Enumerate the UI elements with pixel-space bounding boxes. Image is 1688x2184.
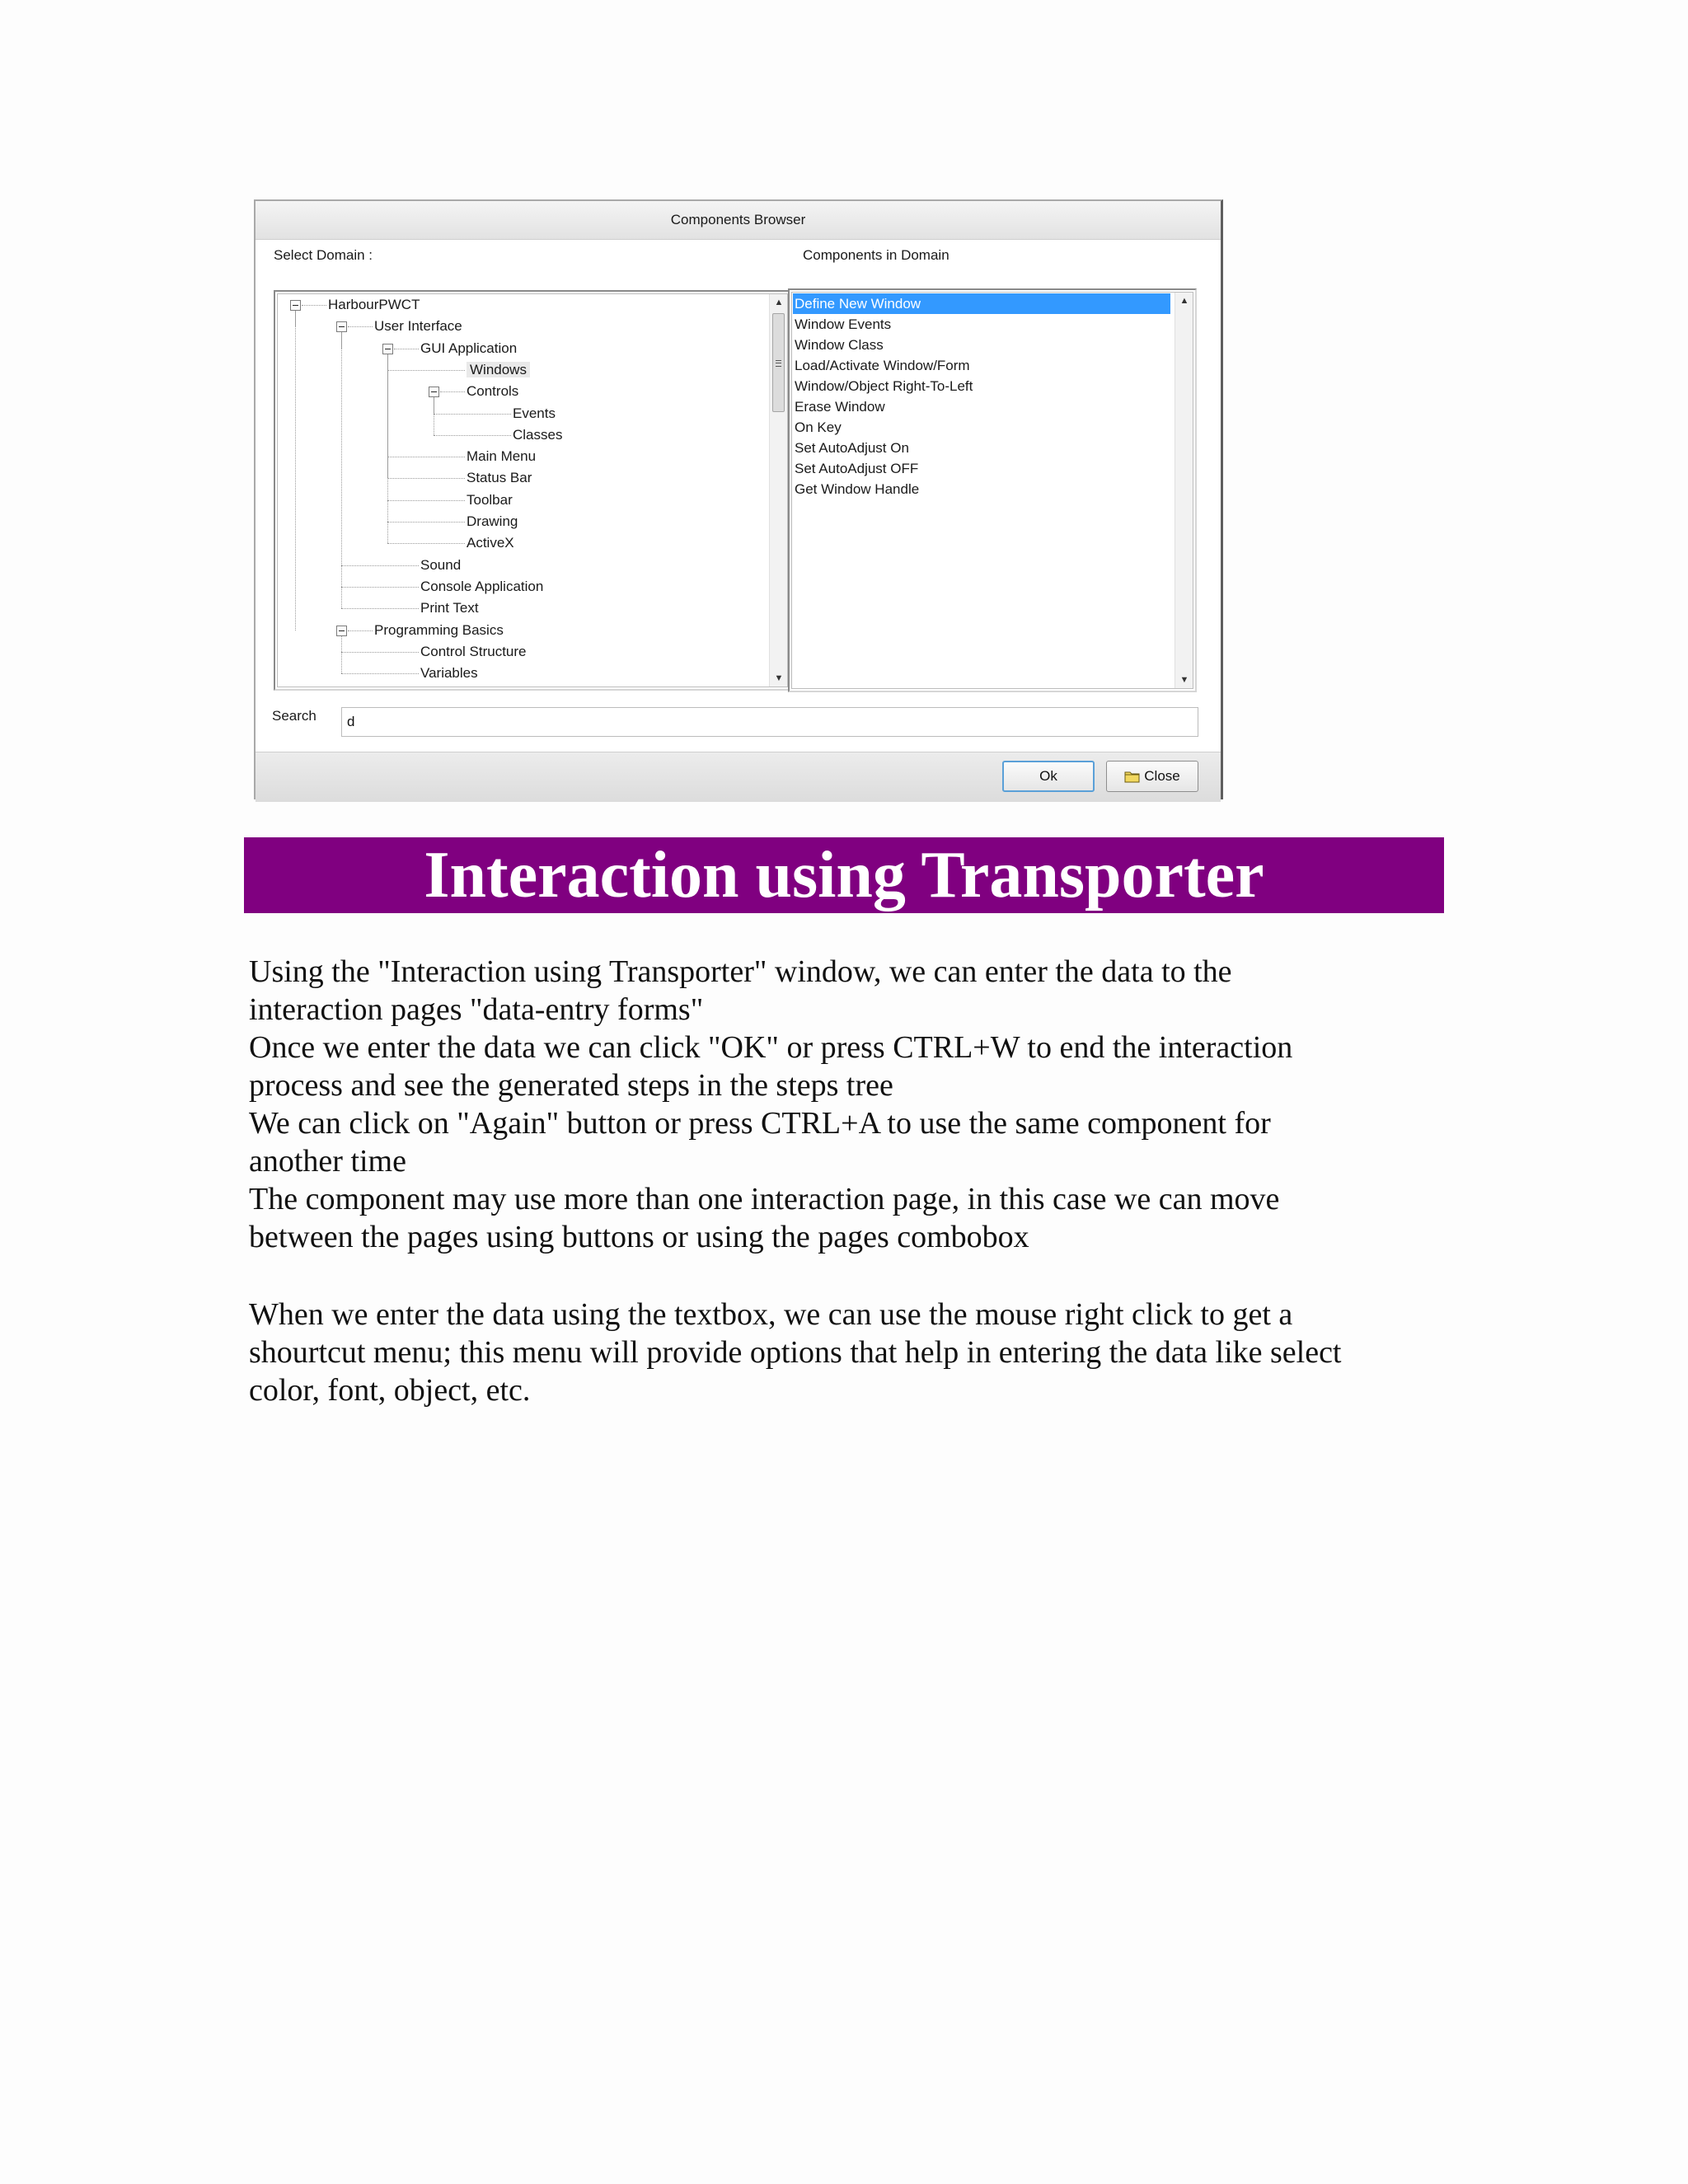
tree-node[interactable] (328, 295, 420, 315)
paragraph-line: color, font, object, etc. (249, 1373, 531, 1408)
component-list-item[interactable]: Window Events (795, 316, 892, 332)
paragraph-line: another time (249, 1144, 406, 1179)
tree-node-label: Variables (420, 665, 478, 682)
component-list-item[interactable]: Load/Activate Window/Form (795, 358, 970, 373)
component-list-item[interactable]: Get Window Handle (795, 481, 920, 497)
tree-connector-line (387, 500, 465, 501)
tree-node-label: Controls (467, 383, 519, 400)
tree-connector-line (434, 435, 511, 436)
tree-node-label: Print Text (420, 600, 479, 616)
tree-connector-line (302, 305, 326, 306)
components-list[interactable] (788, 288, 1197, 692)
tree-connector-line (387, 522, 465, 523)
paragraph-line: interaction pages "data-entry forms" (249, 992, 704, 1027)
component-list-item[interactable]: Set AutoAdjust OFF (795, 461, 919, 476)
component-list-item[interactable]: On Key (795, 419, 842, 435)
tree-node-label: HarbourPWCT (328, 297, 420, 312)
collapse-minus-icon[interactable] (336, 626, 347, 636)
collapse-minus-icon[interactable] (382, 344, 393, 354)
scroll-up-arrow-icon[interactable]: ▲ (1179, 296, 1189, 306)
tree-node-label: Events (513, 405, 556, 421)
search-label: Search (272, 708, 316, 724)
tree-node[interactable] (420, 642, 527, 662)
component-list-item[interactable]: Set AutoAdjust On (795, 440, 909, 456)
tree-node[interactable] (420, 598, 479, 618)
tree-node-label: Main Menu (467, 448, 537, 465)
collapse-minus-icon[interactable] (290, 300, 301, 311)
tree-node-label: ActiveX (467, 535, 514, 551)
dialog-title: Components Browser (256, 201, 1221, 240)
tree-node-label: User Interface (374, 318, 462, 335)
ok-button[interactable] (1002, 761, 1095, 792)
tree-node[interactable] (374, 621, 504, 640)
tree-node[interactable] (513, 425, 562, 445)
scroll-down-arrow-icon[interactable]: ▼ (1179, 675, 1189, 685)
collapse-minus-icon[interactable] (336, 321, 347, 332)
close-button-label: Close (1144, 768, 1180, 784)
tree-connector-line (341, 565, 419, 566)
component-list-item[interactable]: Erase Window (795, 399, 885, 415)
tree-connector-line (341, 587, 419, 588)
tree-connector-line (387, 478, 465, 479)
tree-connector-line (341, 608, 419, 609)
close-button[interactable] (1106, 761, 1198, 792)
tree-connector-line (348, 630, 373, 631)
tree-node[interactable] (420, 555, 461, 575)
select-domain-label: Select Domain : (274, 247, 373, 263)
tree-connector-line (387, 370, 465, 371)
components-in-domain-label: Components in Domain (803, 247, 950, 263)
component-list-item[interactable]: Define New Window (793, 293, 1170, 314)
domain-tree-content (275, 292, 768, 689)
tree-connector-line (295, 311, 296, 630)
paragraph-line: We can click on "Again" button or press CTRL+A to use the same component for (249, 1106, 1271, 1141)
tree-connector-line (348, 326, 373, 327)
tree-connector-line (341, 652, 419, 653)
tree-connector-line (387, 354, 388, 544)
tree-connector-line (434, 414, 511, 415)
tree-node[interactable] (467, 512, 518, 532)
tree-node-label: Console Application (420, 578, 544, 594)
tree-node[interactable] (420, 339, 517, 359)
tree-node[interactable] (467, 490, 513, 510)
tree-node[interactable] (420, 663, 478, 683)
tree-node[interactable] (467, 533, 514, 553)
tree-node-label: Programming Basics (374, 621, 504, 638)
paragraph-line: Using the "Interaction using Transporter" window, we can enter the data to the (249, 954, 1232, 989)
components-list-scrollbar[interactable] (1175, 292, 1193, 689)
folder-icon (1124, 770, 1141, 783)
scroll-down-arrow-icon[interactable]: ▼ (774, 673, 784, 683)
tree-node-label: Sound (420, 556, 462, 573)
tree-node-label: Windows (467, 362, 530, 377)
search-input[interactable] (341, 707, 1198, 737)
collapse-minus-icon[interactable] (429, 387, 439, 397)
tree-node[interactable] (467, 360, 530, 380)
tree-node-label: Status Bar (467, 470, 532, 486)
components-browser-dialog (254, 199, 1223, 799)
domain-tree-scrollbar[interactable] (769, 293, 788, 687)
tree-node-label: Control Structure (420, 643, 527, 659)
paragraph-2 (249, 1296, 1436, 1409)
component-list-item[interactable]: Window/Object Right-To-Left (795, 378, 973, 394)
paragraph-line: process and see the generated steps in the steps tree (249, 1068, 893, 1103)
domain-tree[interactable] (274, 290, 791, 691)
domain-tree-scroll-thumb[interactable] (772, 313, 785, 412)
tree-connector-line (341, 673, 419, 674)
paragraph-line: Once we enter the data we can click "OK" or press CTRL+W to end the interaction (249, 1030, 1293, 1065)
tree-node[interactable] (420, 577, 543, 597)
paragraph-line: When we enter the data using the textbox, we can use the mouse right click to get a (249, 1297, 1293, 1332)
components-list-content (790, 290, 1174, 691)
tree-node-label: Drawing (467, 513, 518, 529)
tree-connector-line (341, 332, 342, 608)
paragraph-line: shourtcut menu; this menu will provide options that help in entering the data like select (249, 1335, 1342, 1370)
paragraph-line: The component may use more than one interaction page, in this case we can move (249, 1182, 1280, 1216)
section-heading: Interaction using Transporter (244, 837, 1444, 913)
component-list-item[interactable]: Window Class (795, 337, 884, 353)
paragraph-line: between the pages using buttons or using the pages combobox (249, 1220, 1029, 1254)
tree-node-label: Toolbar (467, 491, 513, 508)
tree-connector-line (341, 636, 342, 674)
tree-node-label: GUI Application (420, 340, 518, 356)
ok-button-label: Ok (1039, 768, 1057, 784)
dialog-footer (256, 752, 1221, 802)
tree-node[interactable] (467, 468, 532, 488)
paragraph-1 (249, 953, 1436, 1256)
tree-connector-line (387, 543, 465, 544)
tree-node[interactable] (467, 447, 536, 466)
tree-node[interactable] (374, 316, 462, 336)
tree-node[interactable] (513, 404, 556, 424)
scroll-up-arrow-icon[interactable]: ▲ (774, 298, 784, 307)
tree-node[interactable] (467, 382, 518, 401)
tree-node-label: Classes (513, 426, 563, 443)
tree-connector-line (440, 391, 465, 392)
